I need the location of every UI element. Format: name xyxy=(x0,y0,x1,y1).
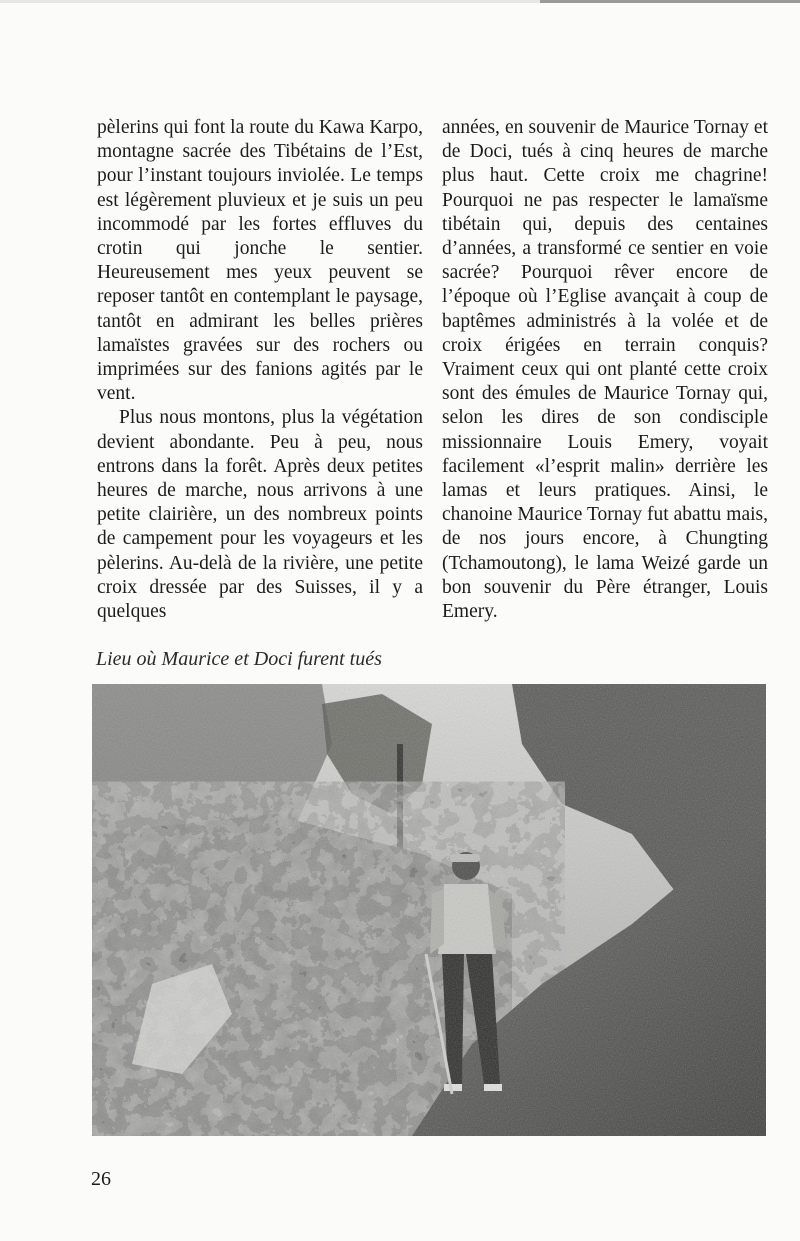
page-top-edge-shadow xyxy=(540,0,800,3)
forest-trail-photo xyxy=(92,684,766,1136)
right-text-column xyxy=(442,116,768,624)
left-text-column xyxy=(97,116,423,624)
left-paragraph-1: pèlerins qui font la route du Kawa Karpo, montagne sacrée des Tibétains de l’Est, pour l’instant toujours inviolée. Le temps est légèrement pluvieux et je suis un peu incommodé par les fortes effluves du crotin qui jonche le sentier. Heureusement mes yeux peuvent se reposer tantôt en contemplant le paysage, tantôt en admirant les belles prières lamaïstes gravées sur des rochers ou imprimées sur des fanions agités par le vent. xyxy=(97,117,423,405)
left-paragraph-2: Plus nous montons, plus la végétation devient abondante. Peu à peu, nous entrons dans la forêt. Après deux petites heures de marche, nous arrivons à une petite clairière, un des nombreux points de campement pour les voyageurs et les pèlerins. Au-delà de la rivière, une petite croix dressée par des Suisses, il y a quelques xyxy=(97,407,423,623)
right-paragraph-1: années, en souvenir de Maurice Tornay et de Doci, tués à cinq heures de marche plus haut. Cette croix me chagrine! Pourquoi ne pas respecter le lamaïsme tibétain qui, depuis des centaines d’années, a transformé ce sentier en voie sacrée? Pourquoi rêver encore de l’époque où l’Eglise avançait à coup de baptêmes administrés à la volée et de croix érigées en terrain conquis? Vraiment ceux qui ont planté cette croix sont des émules de Maurice Tornay qui, selon les dires de son condisciple missionnaire Louis Emery, voyait facilement «l’esprit malin» derrière les lamas et leurs pratiques. Ainsi, le chanoine Maurice Tornay fut abattu mais, de nos jours encore, à Chungting (Tchamoutong), le lama Weizé garde un bon souvenir du Père étranger, Louis Emery. xyxy=(442,117,768,623)
photo-illustration xyxy=(92,684,766,1136)
page-number: 26 xyxy=(91,1168,111,1190)
photo-caption: Lieu où Maurice et Doci furent tués xyxy=(96,648,382,670)
film-grain xyxy=(92,684,766,1136)
